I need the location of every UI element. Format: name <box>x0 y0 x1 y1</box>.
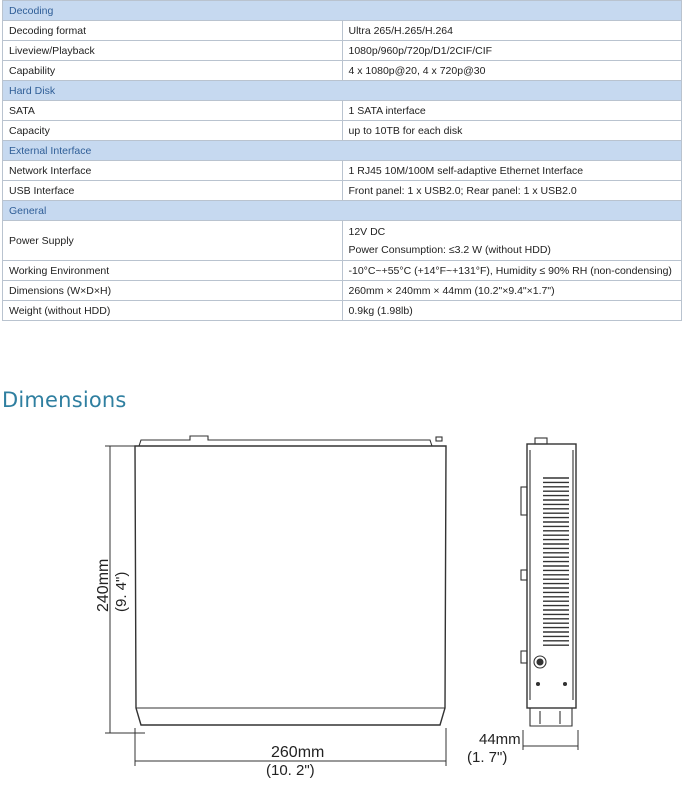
top-view-outline <box>135 446 446 725</box>
section-external-interface <box>3 141 682 161</box>
dimension-drawing <box>0 430 684 796</box>
side-view-clip <box>521 487 527 515</box>
spec-key: Power Supply <box>3 221 343 261</box>
spec-key: SATA <box>3 101 343 121</box>
spec-value: 1 RJ45 10M/100M self-adaptive Ethernet Interface <box>342 161 682 181</box>
section-header: Decoding <box>3 1 682 21</box>
side-view-foot <box>530 708 572 726</box>
spec-row <box>3 221 682 261</box>
width-mm-label: 260mm <box>271 744 325 761</box>
section-hard-disk <box>3 81 682 101</box>
spec-value: Front panel: 1 x USB2.0; Rear panel: 1 x USB2.0 <box>342 181 682 201</box>
side-view-power-pin <box>537 659 543 665</box>
height-in-label: (1. 7") <box>467 749 508 766</box>
spec-row <box>3 121 682 141</box>
spec-key: Network Interface <box>3 161 343 181</box>
power-consumption: Power Consumption: ≤3.2 W (without HDD) <box>348 243 551 256</box>
section-decoding <box>3 1 682 21</box>
spec-value: 4 x 1080p@20, 4 x 720p@30 <box>342 61 682 81</box>
side-view-vents <box>543 478 569 645</box>
side-view <box>521 438 576 726</box>
spec-row <box>3 41 682 61</box>
depth-mm-label: 240mm <box>95 558 112 612</box>
spec-table <box>2 0 682 321</box>
spec-key: Capability <box>3 61 343 81</box>
side-view-clip <box>521 651 527 663</box>
spec-value: up to 10TB for each disk <box>342 121 682 141</box>
top-view <box>135 436 446 725</box>
depth-in-label: (9. 4") <box>113 571 130 612</box>
spec-row <box>3 181 682 201</box>
spec-value: 260mm × 240mm × 44mm (10.2"×9.4"×1.7") <box>342 281 682 301</box>
spec-value: Ultra 265/H.265/H.264 <box>342 21 682 41</box>
spec-value: 1 SATA interface <box>342 101 682 121</box>
top-view-back-edge <box>139 436 432 446</box>
spec-key: Working Environment <box>3 261 343 281</box>
spec-key: USB Interface <box>3 181 343 201</box>
height-dimension <box>523 730 578 750</box>
spec-key: Liveview/Playback <box>3 41 343 61</box>
spec-key: Capacity <box>3 121 343 141</box>
side-view-outline <box>527 444 576 708</box>
spec-row <box>3 301 682 321</box>
section-header: Hard Disk <box>3 81 682 101</box>
spec-key: Weight (without HDD) <box>3 301 343 321</box>
spec-key: Decoding format <box>3 21 343 41</box>
spec-row <box>3 101 682 121</box>
section-general <box>3 201 682 221</box>
dimensions-title: Dimensions <box>2 388 127 412</box>
spec-value: 0.9kg (1.98lb) <box>342 301 682 321</box>
spec-row <box>3 21 682 41</box>
section-header: External Interface <box>3 141 682 161</box>
spec-row <box>3 261 682 281</box>
spec-row <box>3 281 682 301</box>
spec-value: -10°C~+55°C (+14°F~+131°F), Humidity ≤ 90% RH (non-condensing) <box>342 261 682 281</box>
spec-row <box>3 61 682 81</box>
spec-row <box>3 161 682 181</box>
spec-value <box>342 221 682 261</box>
power-supply-voltage: 12V DC <box>348 225 386 238</box>
section-header: General <box>3 201 682 221</box>
side-view-clip <box>521 570 527 580</box>
spec-key: Dimensions (W×D×H) <box>3 281 343 301</box>
spec-value: 1080p/960p/720p/D1/2CIF/CIF <box>342 41 682 61</box>
side-view-top-tab <box>535 438 547 444</box>
width-in-label: (10. 2") <box>266 762 315 779</box>
height-mm-label: 44mm <box>479 731 521 748</box>
top-view-rear-port <box>436 437 442 441</box>
